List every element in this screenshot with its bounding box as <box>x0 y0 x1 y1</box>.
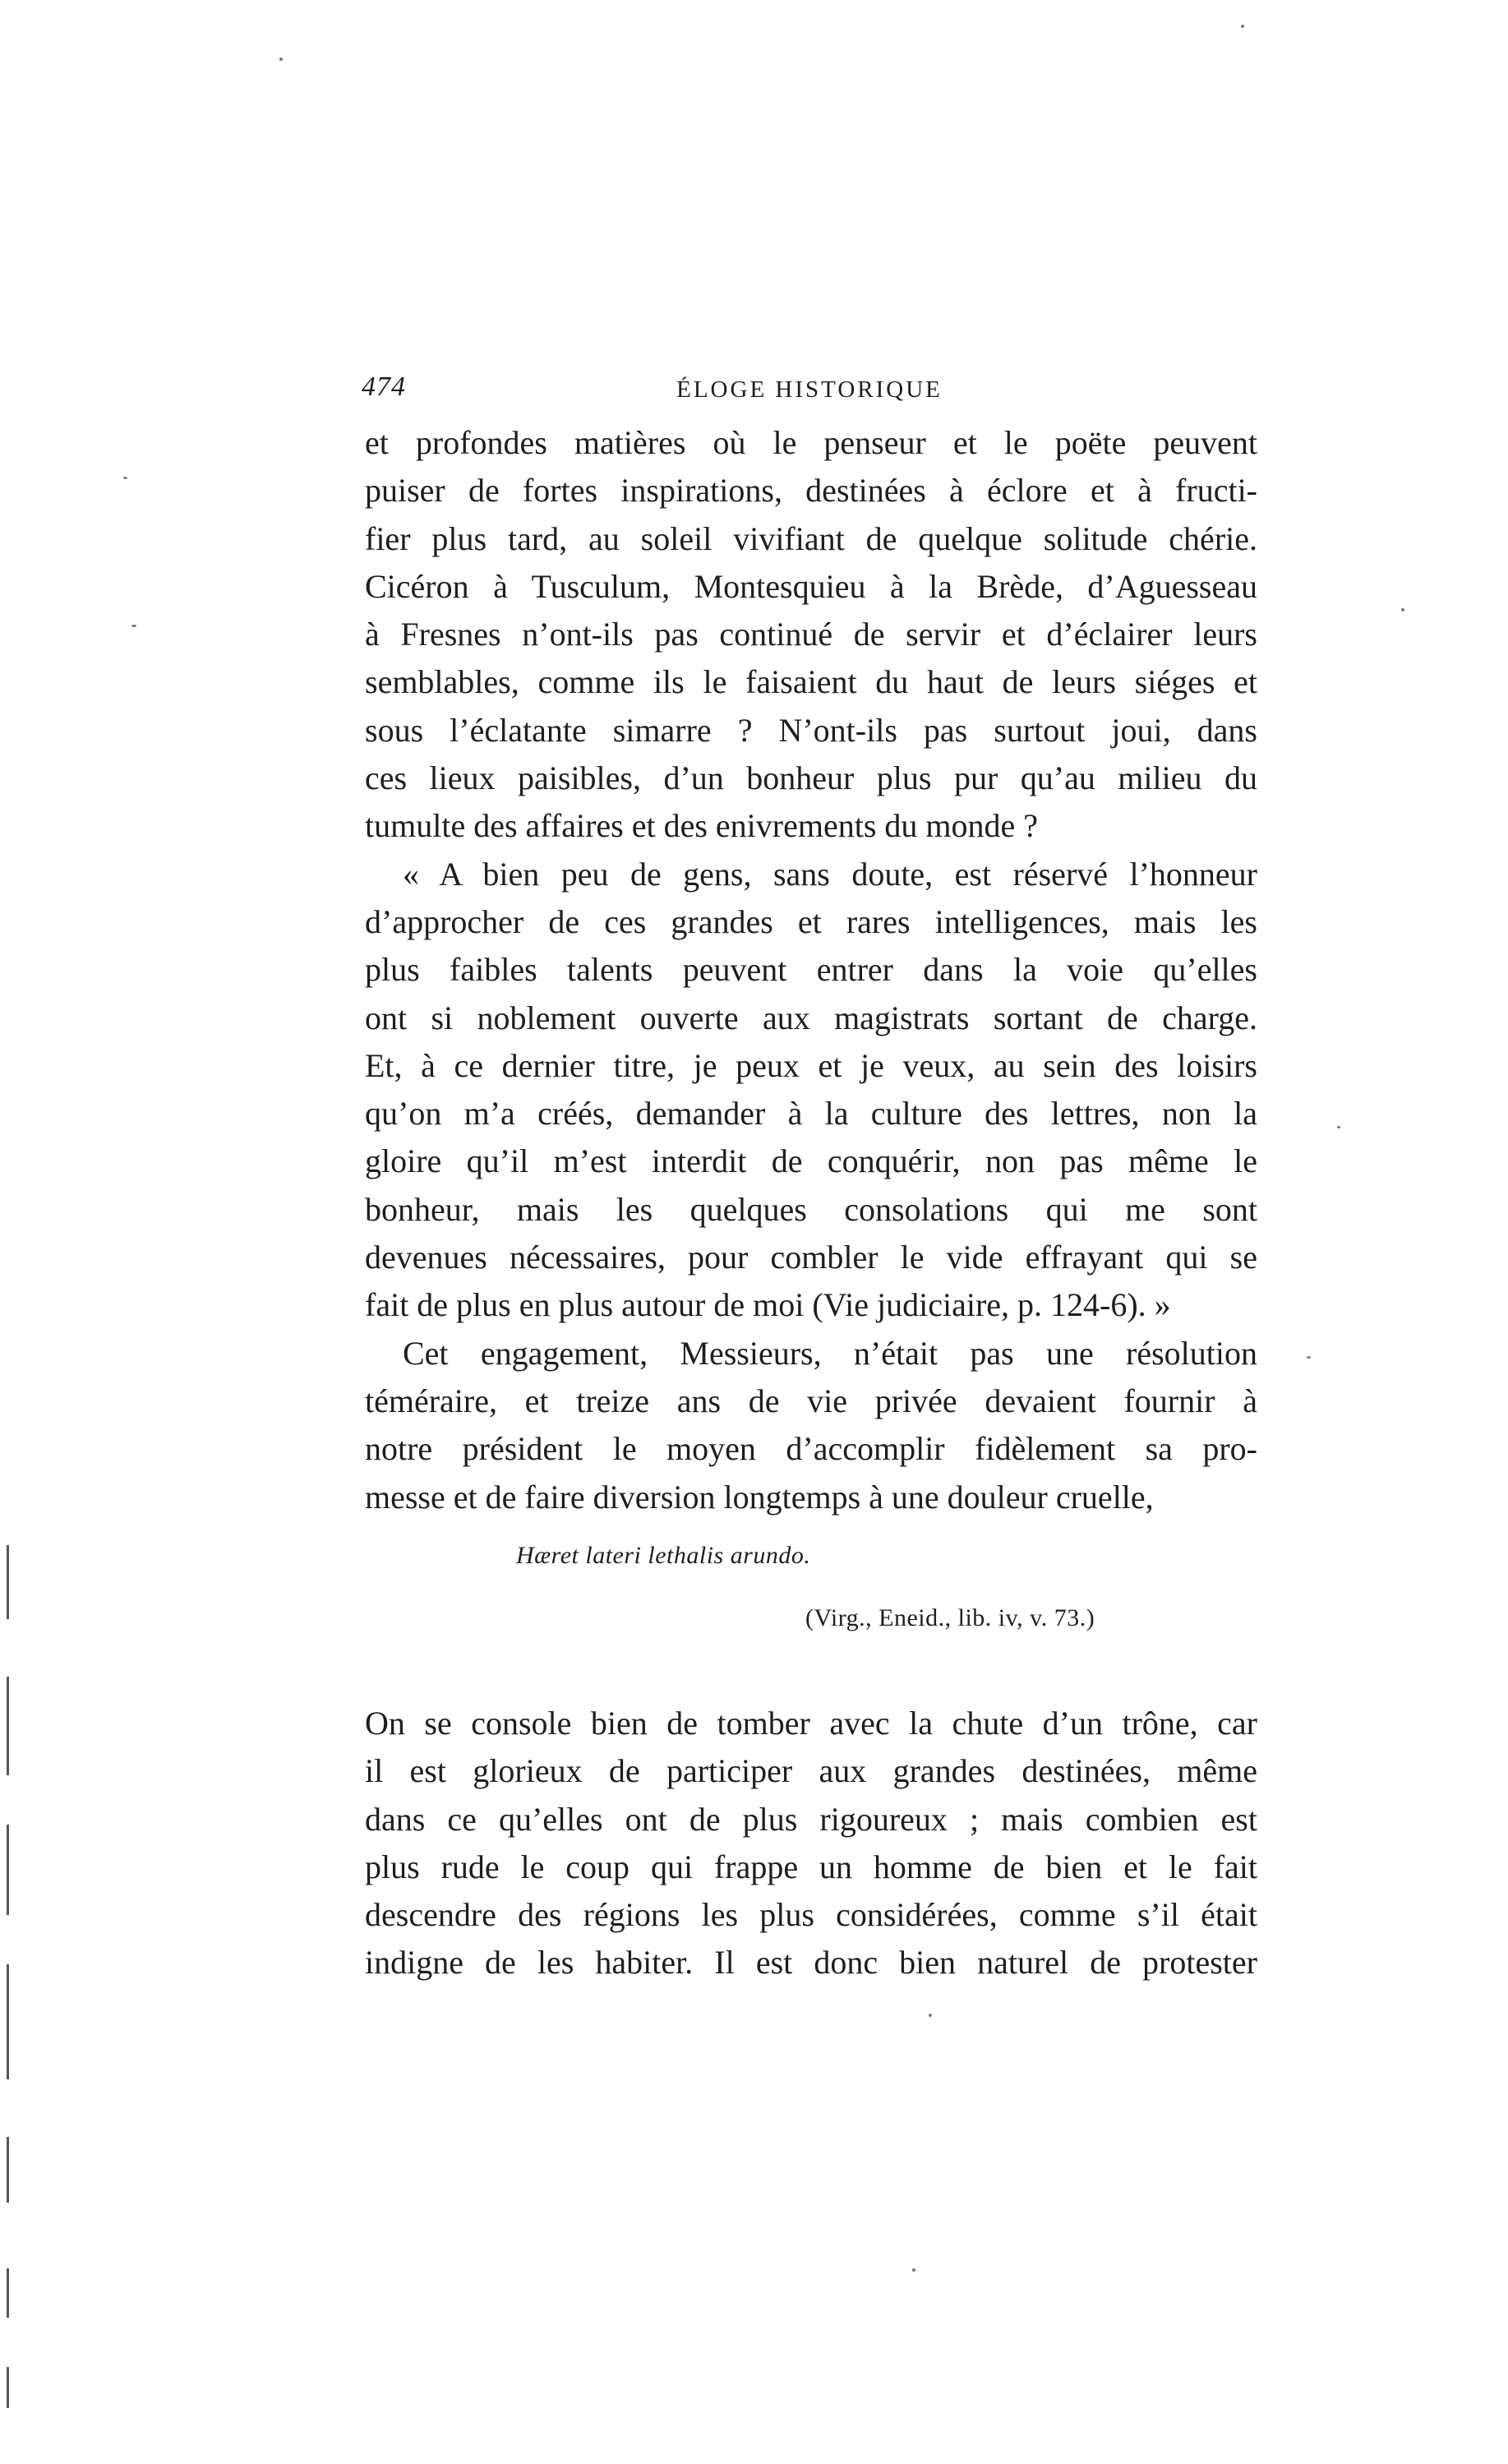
text-line: plus rude le coup qui frappe un homme de bien et le fait <box>365 1848 1257 1885</box>
scan-edge-mark <box>7 1964 9 2079</box>
text-line: ont si noblement ouverte aux magistrats sortant de charge. <box>365 999 1257 1036</box>
scan-edge-mark <box>7 2268 9 2318</box>
page-header <box>362 371 1257 413</box>
text-line: devenues nécessaires, pour combler le vide effrayant qui se <box>365 1239 1257 1276</box>
text-line: Cet engagement, Messieurs, n’était pas une résolution <box>403 1334 1257 1372</box>
scan-speck <box>929 2014 932 2017</box>
running-head: ÉLOGE HISTORIQUE <box>676 376 943 403</box>
text-line: notre président le moyen d’accomplir fidèlement sa pro- <box>365 1430 1257 1468</box>
text-line: fier plus tard, au soleil vivifiant de quelque solitude chérie. <box>365 519 1257 557</box>
text-line: sous l’éclatante simarre ? N’ont-ils pas surtout joui, dans <box>365 711 1257 749</box>
text-line: messe et de faire diversion longtemps à une douleur cruelle, <box>365 1478 1154 1516</box>
body-text-lower <box>365 1700 1257 1987</box>
text-line: indigne de les habiter. Il est donc bien naturel de protester <box>365 1944 1257 1982</box>
text-line: Cicéron à Tusculum, Montesquieu à la Brède, d’Aguesseau <box>365 567 1257 605</box>
latin-quotation: Hæret lateri lethalis arundo. <box>516 1542 811 1569</box>
text-line: d’approcher de ces grandes et rares intelligences, mais les <box>365 902 1257 940</box>
text-line: gloire qu’il m’est interdit de conquérir, non pas même le <box>365 1142 1257 1180</box>
text-line: « A bien peu de gens, sans doute, est réservé l’honneur <box>403 855 1257 893</box>
scan-speck <box>123 477 127 479</box>
scan-speck <box>1337 1126 1340 1128</box>
text-line: puiser de fortes inspirations, destinées à éclore et à fructi- <box>365 472 1257 510</box>
scan-speck <box>1307 1356 1311 1359</box>
scan-speck <box>1401 608 1404 611</box>
text-line: ces lieux paisibles, d’un bonheur plus pur qu’au milieu du <box>365 759 1257 797</box>
scan-edge-mark <box>7 1825 9 1915</box>
scan-speck <box>912 2268 915 2272</box>
text-line: il est glorieux de participer aux grandes destinées, même <box>365 1752 1257 1790</box>
text-line: dans ce qu’elles ont de plus rigoureux ; mais combien est <box>365 1800 1257 1838</box>
scan-speck <box>279 58 283 61</box>
text-line: qu’on m’a créés, demander à la culture des lettres, non la <box>365 1095 1257 1133</box>
scan-edge-mark <box>7 1677 9 1775</box>
page-number: 474 <box>362 371 406 402</box>
text-line: On se console bien de tomber avec la chute d’un trône, car <box>365 1705 1257 1742</box>
text-line: bonheur, mais les quelques consolations qui me sont <box>365 1190 1257 1228</box>
body-text-upper <box>365 419 1257 1521</box>
scan-edge-mark <box>7 1545 9 1619</box>
text-line: plus faibles talents peuvent entrer dans la voie qu’elles <box>365 951 1257 989</box>
scan-edge-mark <box>7 2137 9 2203</box>
quotation-source: (Virg., Eneid., lib. iv, v. 73.) <box>805 1604 1095 1631</box>
text-line: Et, à ce dernier titre, je peux et je veux, au sein des loisirs <box>365 1046 1257 1084</box>
text-line: descendre des régions les plus considérées, comme s’il était <box>365 1896 1257 1934</box>
text-line: et profondes matières où le penseur et le poëte peuvent <box>365 424 1257 461</box>
text-line: fait de plus en plus autour de moi (Vie judiciaire, p. 124-6). » <box>365 1286 1171 1324</box>
text-line: téméraire, et treize ans de vie privée devaient fournir à <box>365 1382 1257 1419</box>
scan-edge-mark <box>7 2367 9 2408</box>
scan-speck <box>131 625 136 627</box>
scan-speck <box>1241 25 1244 28</box>
text-line: semblables, comme ils le faisaient du haut de leurs siéges et <box>365 663 1257 701</box>
text-line: à Fresnes n’ont-ils pas continué de servir et d’éclairer leurs <box>365 616 1257 653</box>
text-line: tumulte des affaires et des enivrements du monde ? <box>365 807 1039 845</box>
